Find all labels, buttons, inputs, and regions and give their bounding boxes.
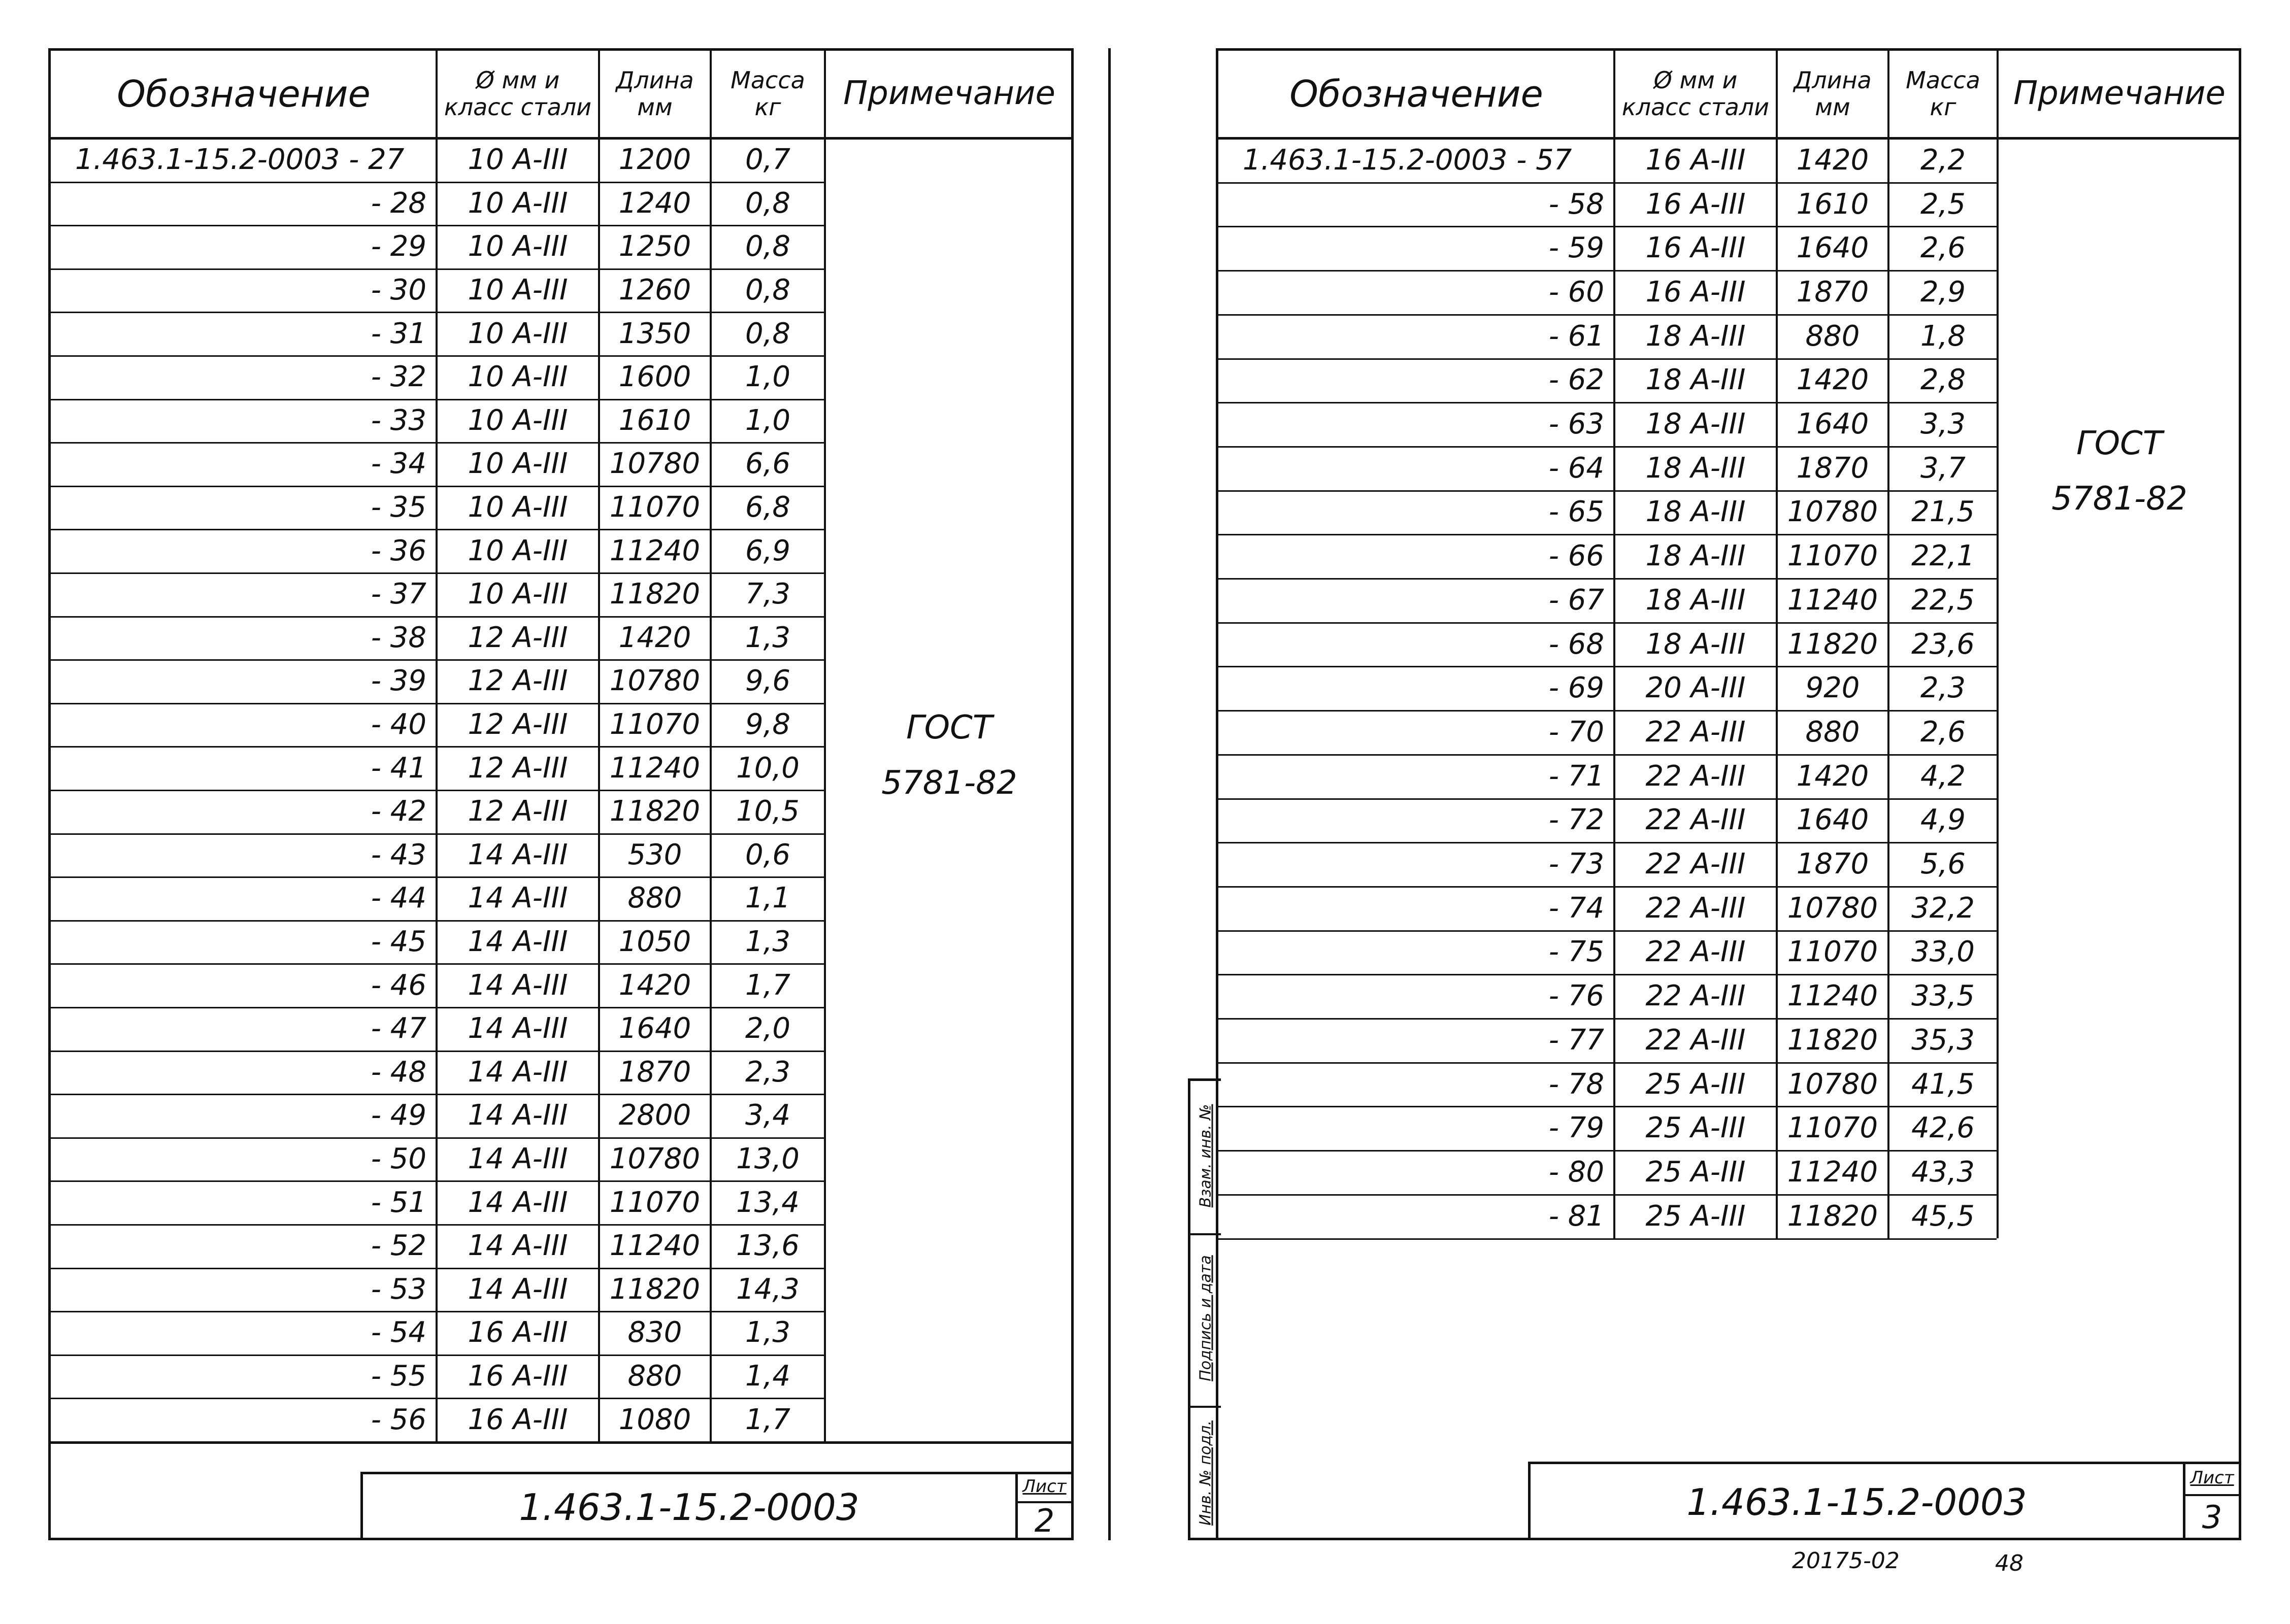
designation-cell: - 63 (1548, 408, 1604, 441)
length-cell: 11240 (1787, 979, 1878, 1013)
designation-cell: - 75 (1548, 935, 1604, 969)
mass-cell: 1,4 (745, 1360, 791, 1393)
designation-cell: - 76 (1548, 979, 1604, 1013)
length-cell: 1640 (1796, 803, 1869, 837)
designation-cell: - 78 (1548, 1067, 1604, 1101)
right-header-note: Примечание (2013, 75, 2226, 113)
designation-cell: - 58 (1548, 187, 1604, 221)
mass-cell: 35,3 (1911, 1023, 1975, 1057)
steel-class-cell: 14 А-III (468, 1099, 568, 1132)
mass-cell: 4,9 (1920, 803, 1966, 837)
mass-cell: 3,3 (1920, 408, 1966, 441)
designation-cell: - 28 (371, 186, 426, 220)
mass-cell: 1,7 (745, 968, 791, 1002)
length-cell: 830 (627, 1316, 682, 1349)
length-cell: 1610 (1796, 187, 1869, 221)
designation-cell: - 56 (371, 1403, 426, 1436)
steel-class-cell: 22 А-III (1645, 891, 1746, 925)
length-cell: 11070 (1787, 1111, 1878, 1145)
steel-class-cell: 14 А-III (468, 1272, 568, 1306)
mass-cell: 10,5 (736, 795, 800, 828)
designation-cell: - 40 (371, 708, 426, 741)
steel-class-cell: 14 А-III (468, 1186, 568, 1219)
mass-cell: 0,8 (745, 274, 791, 307)
mass-cell: 13,6 (736, 1229, 800, 1263)
designation-cell: - 33 (371, 403, 426, 437)
mass-cell: 22,5 (1911, 583, 1975, 617)
length-cell: 11070 (1787, 539, 1878, 573)
designation-cell: 1.463.1-15.2-0003 - 57 (1243, 143, 1572, 177)
right-header-length: Длина мм (1794, 66, 1872, 121)
mass-cell: 0,8 (745, 230, 791, 263)
left-sheet (48, 48, 1074, 1540)
left-note-line2: 5781-82 (881, 764, 1017, 802)
designation-cell: - 61 (1548, 319, 1604, 353)
steel-class-cell: 18 А-III (1645, 583, 1746, 617)
steel-class-cell: 22 А-III (1645, 759, 1746, 793)
mass-cell: 9,8 (745, 708, 791, 741)
mass-cell: 9,6 (745, 664, 791, 698)
length-cell: 1050 (618, 925, 691, 959)
steel-class-cell: 25 А-III (1645, 1067, 1746, 1101)
designation-cell: - 53 (371, 1272, 426, 1306)
mass-cell: 3,4 (745, 1099, 791, 1132)
mass-cell: 6,6 (745, 447, 791, 481)
right-sheet-number: 3 (2202, 1498, 2222, 1536)
designation-cell: - 32 (371, 360, 426, 394)
length-cell: 10780 (609, 1142, 701, 1176)
mass-cell: 33,5 (1911, 979, 1975, 1013)
steel-class-cell: 22 А-III (1645, 715, 1746, 749)
left-note (843, 700, 1056, 811)
right-sheet-number-cell (2185, 1496, 2239, 1538)
mass-cell: 2,9 (1920, 275, 1966, 309)
designation-cell: - 34 (371, 447, 426, 481)
designation-cell: - 48 (371, 1055, 426, 1089)
mass-cell: 2,5 (1920, 187, 1966, 221)
steel-class-cell: 12 А-III (468, 708, 568, 741)
length-cell: 1870 (1796, 275, 1869, 309)
steel-class-cell: 10 А-III (468, 534, 568, 567)
mass-cell: 6,9 (745, 534, 791, 567)
length-cell: 11820 (1787, 1023, 1878, 1057)
length-cell: 10780 (1787, 891, 1878, 925)
steel-class-cell: 12 А-III (468, 621, 568, 654)
length-cell: 1200 (618, 143, 691, 177)
length-cell: 10780 (609, 447, 701, 481)
steel-class-cell: 18 А-III (1645, 539, 1746, 573)
right-col-divider (1997, 51, 1999, 1238)
designation-cell: - 65 (1548, 495, 1604, 529)
mass-cell: 4,2 (1920, 759, 1966, 793)
right-side-label-middle: Подпись и дата (1197, 1255, 1215, 1381)
steel-class-cell: 18 А-III (1645, 319, 1746, 353)
designation-cell: - 60 (1548, 275, 1604, 309)
right-side-cell-top (1190, 1081, 1221, 1233)
steel-class-cell: 10 А-III (468, 360, 568, 394)
steel-class-cell: 25 А-III (1645, 1111, 1746, 1145)
mass-cell: 42,6 (1911, 1111, 1975, 1145)
steel-class-cell: 18 А-III (1645, 627, 1746, 661)
steel-class-cell: 22 А-III (1645, 848, 1746, 881)
steel-class-cell: 14 А-III (468, 838, 568, 871)
designation-cell: - 68 (1548, 627, 1604, 661)
designation-cell: - 64 (1548, 451, 1604, 485)
steel-class-cell: 10 А-III (468, 230, 568, 263)
designation-cell: - 47 (371, 1012, 426, 1045)
length-cell: 11820 (609, 795, 701, 828)
length-cell: 1350 (618, 317, 691, 350)
designation-cell: - 55 (371, 1360, 426, 1393)
mass-cell: 7,3 (745, 578, 791, 611)
steel-class-cell: 25 А-III (1645, 1199, 1746, 1233)
mass-cell: 0,6 (745, 838, 791, 871)
designation-cell: - 81 (1548, 1199, 1604, 1233)
mass-cell: 2,6 (1920, 715, 1966, 749)
footer-page: 48 (1995, 1550, 2023, 1576)
designation-cell: - 51 (371, 1186, 426, 1219)
mass-cell: 23,6 (1911, 627, 1975, 661)
length-cell: 10780 (1787, 1067, 1878, 1101)
mass-cell: 2,3 (745, 1055, 791, 1089)
mass-cell: 0,8 (745, 186, 791, 220)
mass-cell: 13,4 (736, 1186, 800, 1219)
mass-cell: 14,3 (736, 1272, 800, 1306)
steel-class-cell: 10 А-III (468, 578, 568, 611)
steel-class-cell: 10 А-III (468, 274, 568, 307)
length-cell: 880 (1805, 319, 1860, 353)
mass-cell: 1,8 (1920, 319, 1966, 353)
steel-class-cell: 18 А-III (1645, 451, 1746, 485)
length-cell: 11070 (609, 1186, 701, 1219)
right-side-label-top: Взам. инв. № (1197, 1104, 1215, 1208)
right-side-column (1188, 1078, 1221, 1540)
length-cell: 1420 (618, 968, 691, 1002)
mass-cell: 13,0 (736, 1142, 800, 1176)
steel-class-cell: 22 А-III (1645, 979, 1746, 1013)
length-cell: 1870 (618, 1055, 691, 1089)
left-sheet-label-cell (1018, 1472, 1071, 1503)
right-side-cell-middle (1190, 1233, 1221, 1406)
designation-cell: - 52 (371, 1229, 426, 1263)
mass-cell: 1,1 (745, 882, 791, 915)
mass-cell: 10,0 (736, 751, 800, 785)
length-cell: 1420 (1796, 759, 1869, 793)
steel-class-cell: 16 А-III (468, 1360, 568, 1393)
steel-class-cell: 14 А-III (468, 1229, 568, 1263)
length-cell: 530 (627, 838, 682, 871)
length-cell: 880 (1805, 715, 1860, 749)
mass-cell: 22,1 (1911, 539, 1975, 573)
length-cell: 11820 (609, 578, 701, 611)
steel-class-cell: 18 А-III (1645, 363, 1746, 397)
steel-class-cell: 16 А-III (1645, 187, 1746, 221)
designation-cell: - 80 (1548, 1155, 1604, 1189)
length-cell: 1640 (618, 1012, 691, 1045)
steel-class-cell: 16 А-III (1645, 275, 1746, 309)
designation-cell: - 79 (1548, 1111, 1604, 1145)
mass-cell: 1,3 (745, 1316, 791, 1349)
steel-class-cell: 18 А-III (1645, 495, 1746, 529)
mass-cell: 0,8 (745, 317, 791, 350)
steel-class-cell: 12 А-III (468, 751, 568, 785)
mass-cell: 2,8 (1920, 363, 1966, 397)
length-cell: 11240 (1787, 1155, 1878, 1189)
mass-cell: 3,7 (1920, 451, 1966, 485)
length-cell: 11240 (609, 534, 701, 567)
designation-cell: - 67 (1548, 583, 1604, 617)
right-sheet-box (2183, 1462, 2239, 1540)
right-header-diameter: Ø мм и класс стали (1621, 66, 1770, 121)
designation-cell: - 44 (371, 882, 426, 915)
designation-cell: - 42 (371, 795, 426, 828)
mass-cell: 1,0 (745, 360, 791, 394)
designation-cell: - 49 (371, 1099, 426, 1132)
steel-class-cell: 22 А-III (1645, 1023, 1746, 1057)
steel-class-cell: 10 А-III (468, 143, 568, 177)
right-sheet (1197, 48, 2241, 1540)
mass-cell: 1,3 (745, 621, 791, 654)
steel-class-cell: 14 А-III (468, 1142, 568, 1176)
steel-class-cell: 16 А-III (468, 1403, 568, 1436)
mass-cell: 2,2 (1920, 143, 1966, 177)
length-cell: 880 (627, 882, 682, 915)
right-stamp-code: 1.463.1-15.2-0003 (1686, 1481, 2027, 1524)
steel-class-cell: 16 А-III (1645, 143, 1746, 177)
designation-cell: - 38 (371, 621, 426, 654)
right-header-mass: Масса кг (1906, 66, 1980, 121)
steel-class-cell: 10 А-III (468, 403, 568, 437)
steel-class-cell: 22 А-III (1645, 935, 1746, 969)
steel-class-cell: 16 А-III (1645, 231, 1746, 265)
mass-cell: 41,5 (1911, 1067, 1975, 1101)
left-header-designation: Обозначение (117, 72, 371, 115)
designation-cell: - 36 (371, 534, 426, 567)
steel-class-cell: 10 А-III (468, 491, 568, 524)
mass-cell: 43,3 (1911, 1155, 1975, 1189)
left-header-mass: Масса кг (731, 66, 805, 121)
length-cell: 1080 (618, 1403, 691, 1436)
steel-class-cell: 14 А-III (468, 1012, 568, 1045)
designation-cell: - 72 (1548, 803, 1604, 837)
length-cell: 920 (1805, 671, 1860, 705)
length-cell: 1870 (1796, 451, 1869, 485)
left-note-line1: ГОСТ (906, 709, 992, 747)
right-note-line1: ГОСТ (2076, 425, 2163, 462)
right-sheet-label-cell (2185, 1462, 2239, 1496)
length-cell: 1420 (1796, 363, 1869, 397)
designation-cell: - 30 (371, 274, 426, 307)
length-cell: 880 (627, 1360, 682, 1393)
mass-cell: 1,0 (745, 403, 791, 437)
steel-class-cell: 22 А-III (1645, 803, 1746, 837)
mass-cell: 1,3 (745, 925, 791, 959)
designation-cell: - 66 (1548, 539, 1604, 573)
designation-cell: - 37 (371, 578, 426, 611)
designation-cell: - 74 (1548, 891, 1604, 925)
designation-cell: - 69 (1548, 671, 1604, 705)
length-cell: 11820 (1787, 1199, 1878, 1233)
left-header-note: Примечание (843, 75, 1055, 113)
steel-class-cell: 14 А-III (468, 1055, 568, 1089)
steel-class-cell: 14 А-III (468, 968, 568, 1002)
length-cell: 11820 (609, 1272, 701, 1306)
mass-cell: 2,6 (1920, 231, 1966, 265)
right-note-line2: 5781-82 (2051, 480, 2187, 518)
steel-class-cell: 25 А-III (1645, 1155, 1746, 1189)
designation-cell: - 77 (1548, 1023, 1604, 1057)
designation-cell: - 39 (371, 664, 426, 698)
designation-cell: 1.463.1-15.2-0003 - 27 (75, 143, 405, 177)
designation-cell: - 45 (371, 925, 426, 959)
mass-cell: 0,7 (745, 143, 791, 177)
steel-class-cell: 10 А-III (468, 317, 568, 350)
length-cell: 11820 (1787, 627, 1878, 661)
length-cell: 1250 (618, 230, 691, 263)
mass-cell: 21,5 (1911, 495, 1975, 529)
right-note (2010, 416, 2229, 527)
designation-cell: - 41 (371, 751, 426, 785)
length-cell: 10780 (1787, 495, 1878, 529)
designation-cell: - 54 (371, 1316, 426, 1349)
designation-cell: - 35 (371, 491, 426, 524)
page-center-divider (1108, 48, 1111, 1540)
steel-class-cell: 14 А-III (468, 925, 568, 959)
length-cell: 10780 (609, 664, 701, 698)
length-cell: 11240 (609, 1229, 701, 1263)
mass-cell: 2,0 (745, 1012, 791, 1045)
mass-cell: 5,6 (1920, 848, 1966, 881)
length-cell: 11240 (1787, 583, 1878, 617)
length-cell: 1600 (618, 360, 691, 394)
length-cell: 1870 (1796, 848, 1869, 881)
mass-cell: 1,7 (745, 1403, 791, 1436)
mass-cell: 6,8 (745, 491, 791, 524)
left-col-divider (824, 51, 826, 1441)
left-stamp-code: 1.463.1-15.2-0003 (519, 1486, 859, 1529)
length-cell: 1260 (618, 274, 691, 307)
length-cell: 11240 (609, 751, 701, 785)
mass-cell: 45,5 (1911, 1199, 1975, 1233)
left-header-length: Длина мм (616, 66, 694, 121)
length-cell: 1420 (1796, 143, 1869, 177)
designation-cell: - 71 (1548, 759, 1604, 793)
designation-cell: - 50 (371, 1142, 426, 1176)
right-header-designation: Обозначение (1289, 72, 1543, 115)
designation-cell: - 73 (1548, 848, 1604, 881)
designation-cell: - 70 (1548, 715, 1604, 749)
designation-cell: - 59 (1548, 231, 1604, 265)
length-cell: 2800 (618, 1099, 691, 1132)
designation-cell: - 43 (371, 838, 426, 871)
right-side-label-bottom: Инв. № подл. (1197, 1420, 1215, 1526)
left-sheet-number-cell (1018, 1503, 1071, 1538)
footer-code: 20175-02 (1792, 1548, 1900, 1574)
table-row-divider (1218, 1238, 1997, 1240)
steel-class-cell: 18 А-III (1645, 408, 1746, 441)
steel-class-cell: 16 А-III (468, 1316, 568, 1349)
left-sheet-label: Лист (1022, 1476, 1067, 1497)
length-cell: 11070 (609, 491, 701, 524)
mass-cell: 2,3 (1920, 671, 1966, 705)
left-sheet-box (1015, 1472, 1071, 1540)
length-cell: 11070 (609, 708, 701, 741)
left-title-block-top (51, 1441, 1071, 1444)
designation-cell: - 31 (371, 317, 426, 350)
length-cell: 1420 (618, 621, 691, 654)
length-cell: 1610 (618, 403, 691, 437)
steel-class-cell: 14 А-III (468, 882, 568, 915)
designation-cell: - 46 (371, 968, 426, 1002)
designation-cell: - 62 (1548, 363, 1604, 397)
right-side-cell-bottom (1190, 1406, 1221, 1540)
steel-class-cell: 12 А-III (468, 795, 568, 828)
designation-cell: - 29 (371, 230, 426, 263)
right-sheet-label: Лист (2190, 1468, 2234, 1488)
mass-cell: 32,2 (1911, 891, 1975, 925)
steel-class-cell: 10 А-III (468, 447, 568, 481)
length-cell: 1640 (1796, 231, 1869, 265)
steel-class-cell: 10 А-III (468, 186, 568, 220)
left-header-diameter: Ø мм и класс стали (444, 66, 592, 121)
steel-class-cell: 20 А-III (1645, 671, 1746, 705)
length-cell: 11070 (1787, 935, 1878, 969)
mass-cell: 33,0 (1911, 935, 1975, 969)
left-sheet-number: 2 (1034, 1502, 1055, 1539)
length-cell: 1640 (1796, 408, 1869, 441)
length-cell: 1240 (618, 186, 691, 220)
steel-class-cell: 12 А-III (468, 664, 568, 698)
